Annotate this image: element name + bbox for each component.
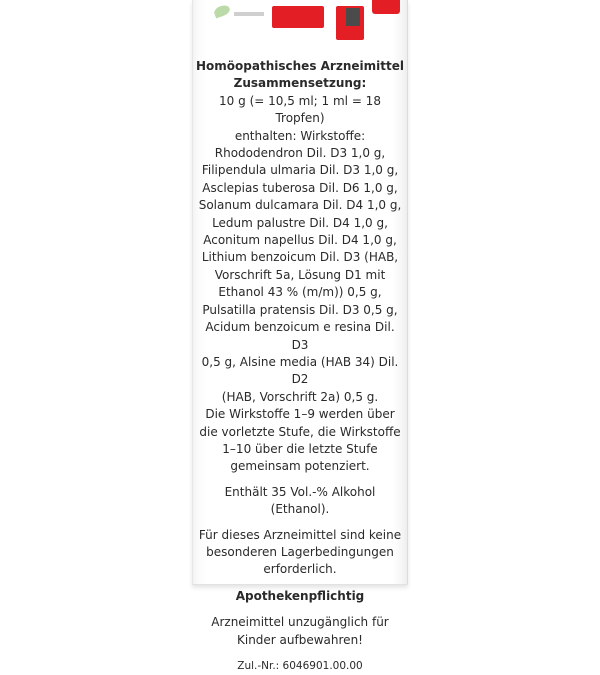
registration-number: Zul.-Nr.: 6046901.00.00 — [237, 660, 363, 672]
pharmacy-only-notice: Apothekenpflichtig — [235, 588, 365, 603]
product-type-heading: Homöopathisches Arzneimittel — [196, 59, 404, 73]
storage-line: Für dieses Arzneimittel sind keine — [198, 527, 402, 542]
composition-line: 10 g (= 10,5 ml; 1 ml = 18 Tropfen) — [219, 93, 381, 126]
label-text-block — [196, 58, 404, 675]
composition-line: (HAB, Vorschrift 2a) 0,5 g. — [221, 389, 379, 404]
composition-line: Lithium benzoicum Dil. D3 (HAB, — [201, 250, 399, 265]
composition-line: Acidum benzoicum e resina Dil. D3 — [205, 320, 395, 352]
alcohol-note: Enthält 35 Vol.-% Alkohol (Ethanol). — [224, 484, 376, 517]
leaf-logo-icon — [213, 4, 231, 19]
composition-line: Rhododendron Dil. D3 1,0 g, — [214, 146, 386, 161]
composition-line: die vorletzte Stufe, die Wirkstoffe — [199, 424, 401, 439]
composition-line: Pulsatilla pratensis Dil. D3 0,5 g, — [202, 302, 398, 317]
composition-line: gemeinsam potenziert. — [230, 459, 370, 474]
children-warning-line: Arzneimittel unzugänglich für — [211, 615, 389, 630]
brand-red-panel — [272, 6, 324, 28]
box-right-edge — [407, 0, 408, 584]
composition-line: Aconitum napellus Dil. D4 1,0 g, — [203, 233, 397, 248]
storage-line: erforderlich. — [263, 562, 337, 577]
storage-line: besonderen Lagerbedingungen — [206, 544, 394, 559]
composition-line: Asclepias tuberosa Dil. D6 1,0 g, — [202, 180, 398, 195]
composition-line: Filipendula ulmaria Dil. D3 1,0 g, — [201, 163, 399, 178]
composition-line: Ledum palustre Dil. D4 1,0 g, — [212, 215, 388, 230]
composition-line: 0,5 g, Alsine media (HAB 34) Dil. D2 — [201, 354, 399, 387]
brand-artwork-strip — [0, 0, 600, 44]
brand-red-corner — [372, 0, 400, 14]
composition-line: Die Wirkstoffe 1–9 werden über — [205, 407, 395, 422]
box-left-edge — [192, 0, 193, 584]
composition-line: enthalten: Wirkstoffe: — [234, 128, 366, 143]
composition-heading: Zusammensetzung: — [233, 76, 367, 91]
children-warning-line: Kinder aufbewahren! — [237, 632, 363, 647]
composition-line: Solanum dulcamara Dil. D4 1,0 g, — [198, 198, 402, 213]
decorative-bar — [234, 12, 264, 16]
composition-line: 1–10 über die letzte Stufe — [222, 441, 378, 456]
brand-dark-mark — [346, 8, 360, 26]
composition-line: Ethanol 43 % (m/m)) 0,5 g, — [218, 285, 382, 300]
composition-line: Vorschrift 5a, Lösung D1 mit — [214, 267, 386, 282]
